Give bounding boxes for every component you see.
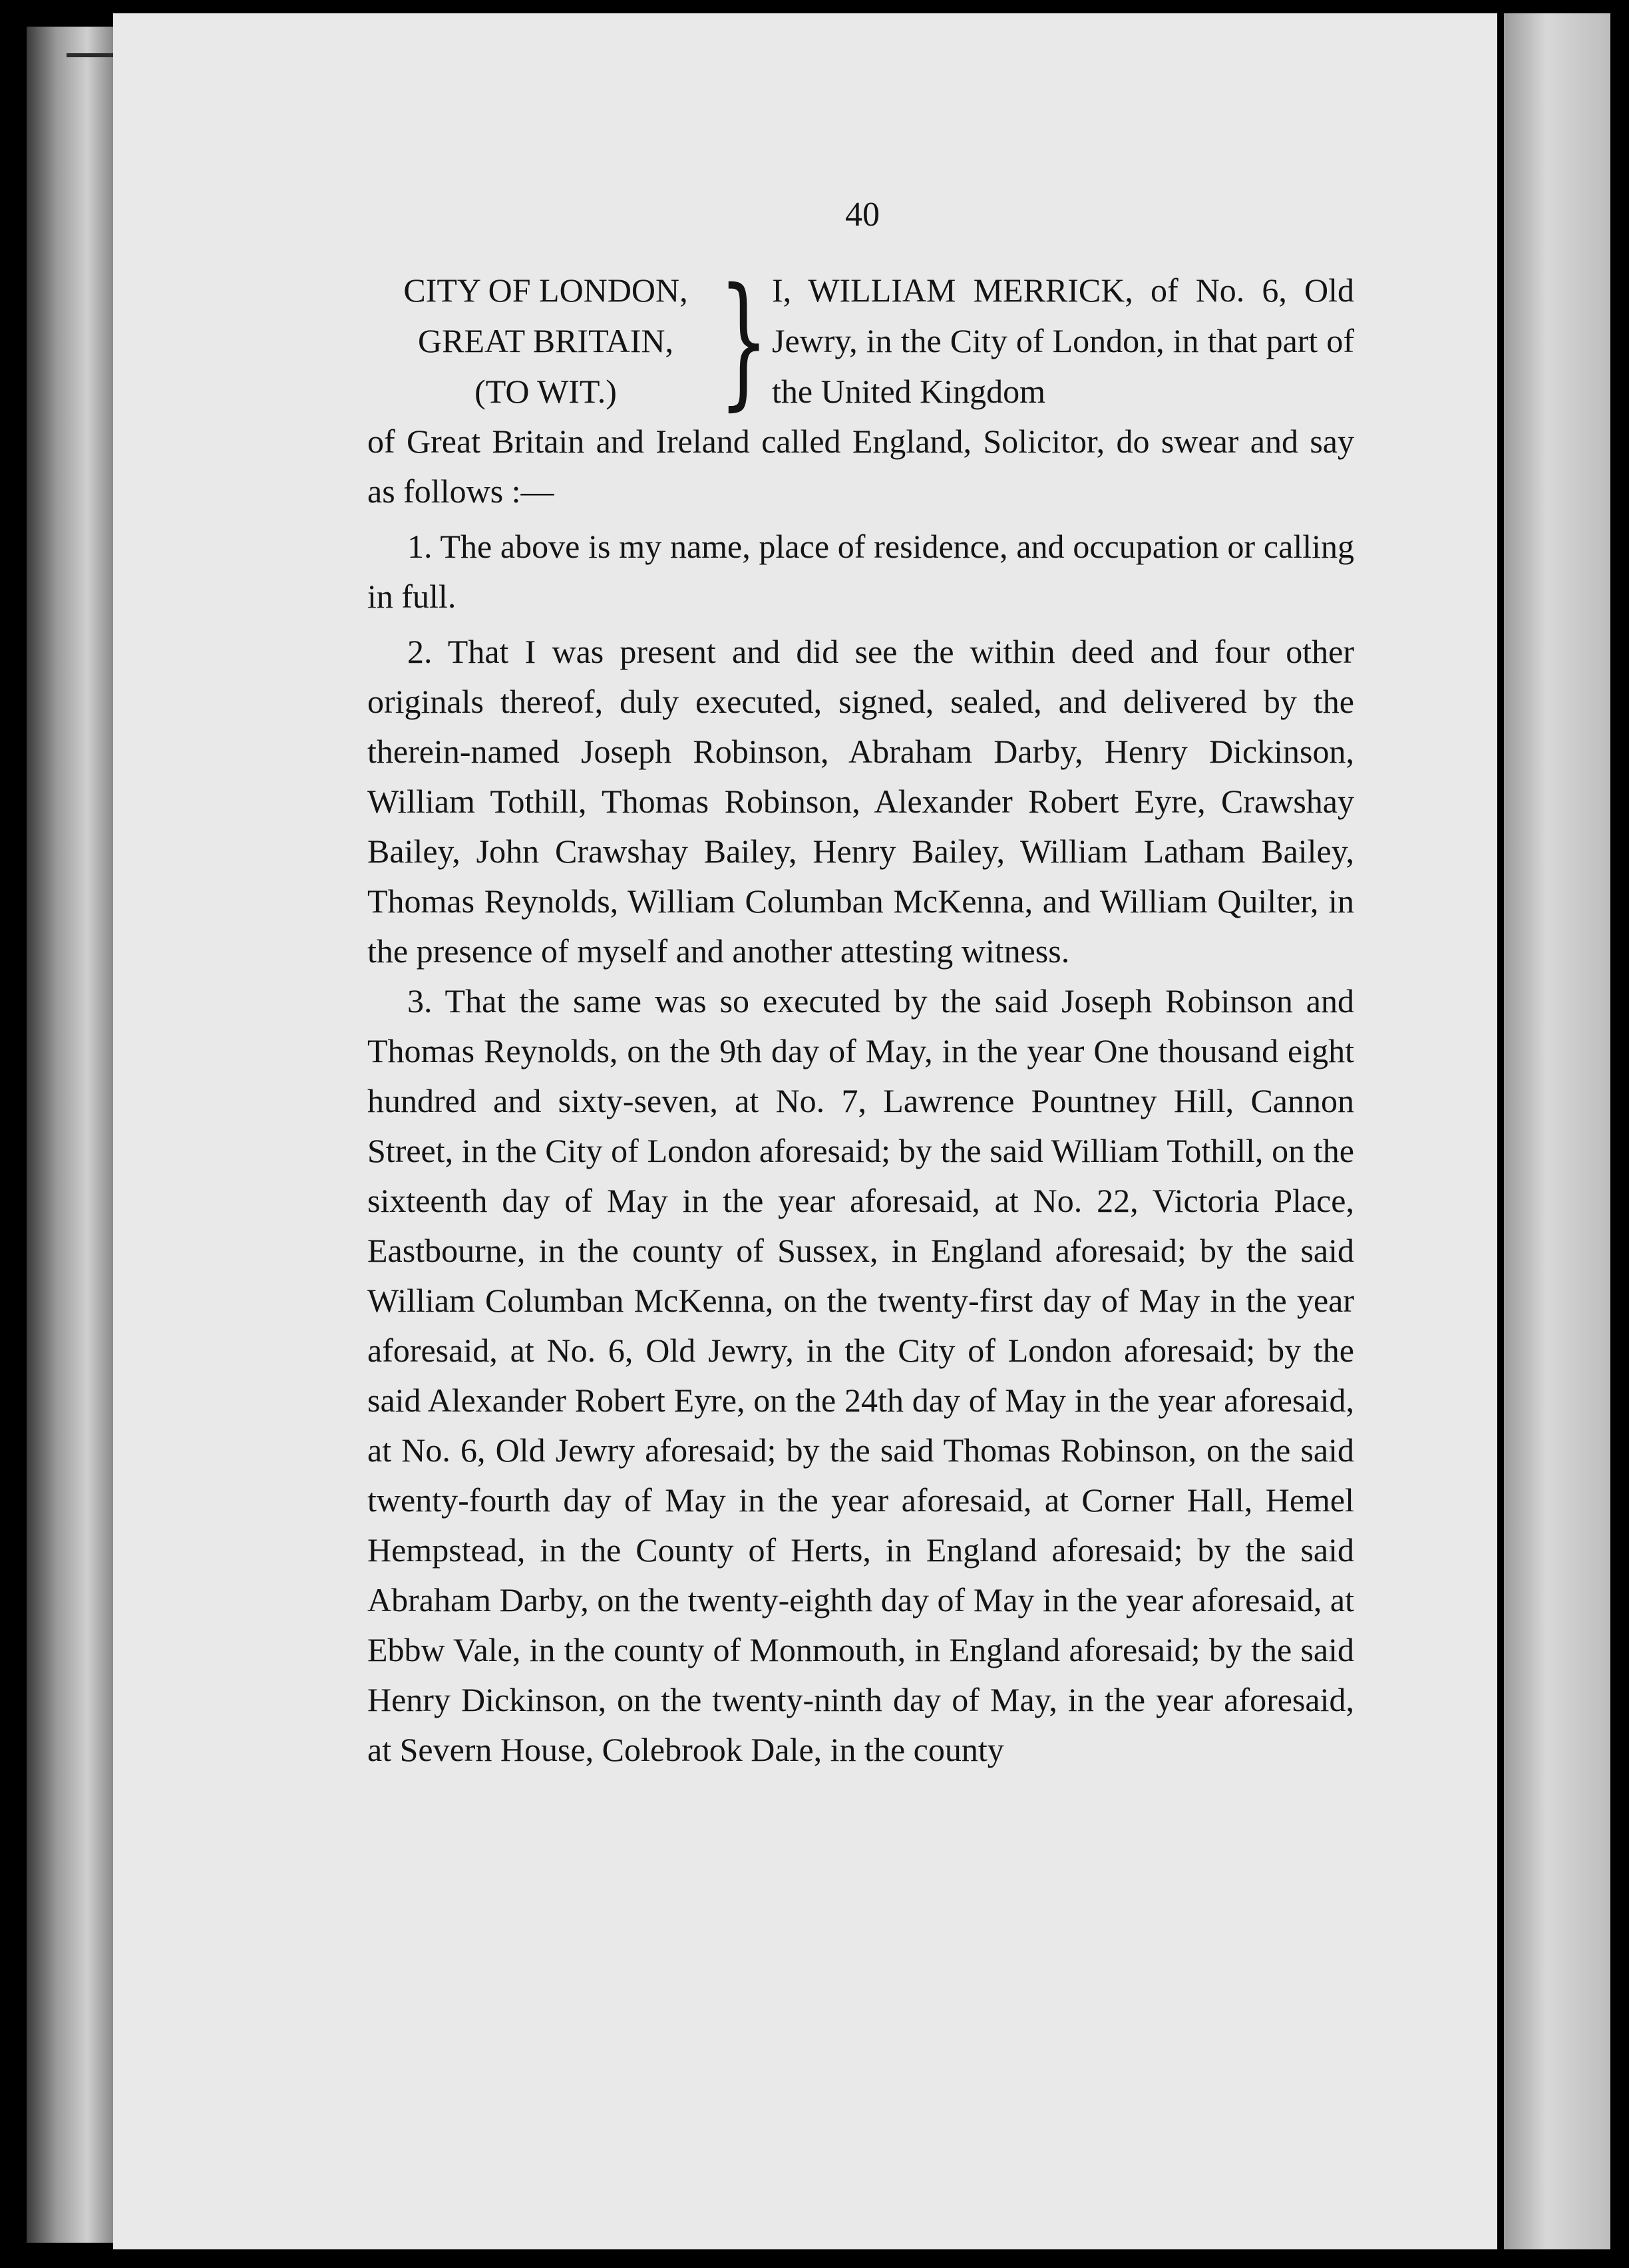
book-spine-edge [27,27,113,2243]
spine-rule [67,53,113,57]
jurisdiction-line-1: CITY OF LONDON, [403,272,688,309]
paragraph-2: 2. That I was present and did see the within deed and four other originals thereof, duly executed, signed, sealed, and delivered by the therein-named Joseph Robinson, Abraham Darby, Henry Dickinson, William Tothill, Thomas Robinson, Alexander Robert Eyre, Crawshay Bailey, John Crawshay Bailey, Henry Bailey, William Latham Bailey, Thomas Reynolds, William Columban McKenna, and William Quilter, in the presence of myself and another attesting witness. [367,633,1354,970]
jurisdiction-line-3: (TO WIT.) [474,373,617,410]
paragraph-3: 3. That the same was so executed by the said Joseph Robinson and Thomas Reynolds, on the 9th day of May, in the year One thousand eight hundred and sixty-seven, at No. 7, Lawrence Pountney Hill, Cannon Street, in the City of London aforesaid; by the said William Tothill, on the sixteenth day of May in the year aforesaid, at No. 22, Victoria Place, Eastbourne, in the county of Sussex, in England aforesaid; by the said William Columban McKenna, on the twenty-first day of May in the year aforesaid, at No. 6, Old Jewry, in the City of London aforesaid; by the said Alexander Robert Eyre, on the 24th day of May in the year aforesaid, at No. 6, Old Jewry aforesaid; by the said Thomas Robinson, on the said twenty-fourth day of May in the year aforesaid, at Corner Hall, Hemel Hempstead, in the County of Herts, in England aforesaid; by the said Abraham Darby, on the twenty-eighth day of May in the year aforesaid, at Ebbw Vale, in the county of Monmouth, in England aforesaid; by the said Henry Dickinson, on the twenty-ninth day of May, in the year aforesaid, at Severn House, Colebrook Dale, in the county [367,982,1354,1768]
adjacent-page-edge [1504,13,1610,2249]
affidavit-opening: I, WILLIAM MERRICK, of No. 6, Old Jewry, in the City of London, in that part of the United Kingdom [772,272,1354,410]
affidavit-body [367,417,1354,1775]
paragraph-1: 1. The above is my name, place of residence, and occupation or calling in full. [367,528,1354,615]
curly-brace-glyph: } [719,257,769,424]
jurisdiction-heading [359,265,732,417]
page-number: 40 [845,196,880,234]
opening-continuation: of Great Britain and Ireland called England, Solicitor, do swear and say as follows :— [367,423,1354,510]
jurisdiction-line-2: GREAT BRITAIN, [418,322,673,359]
